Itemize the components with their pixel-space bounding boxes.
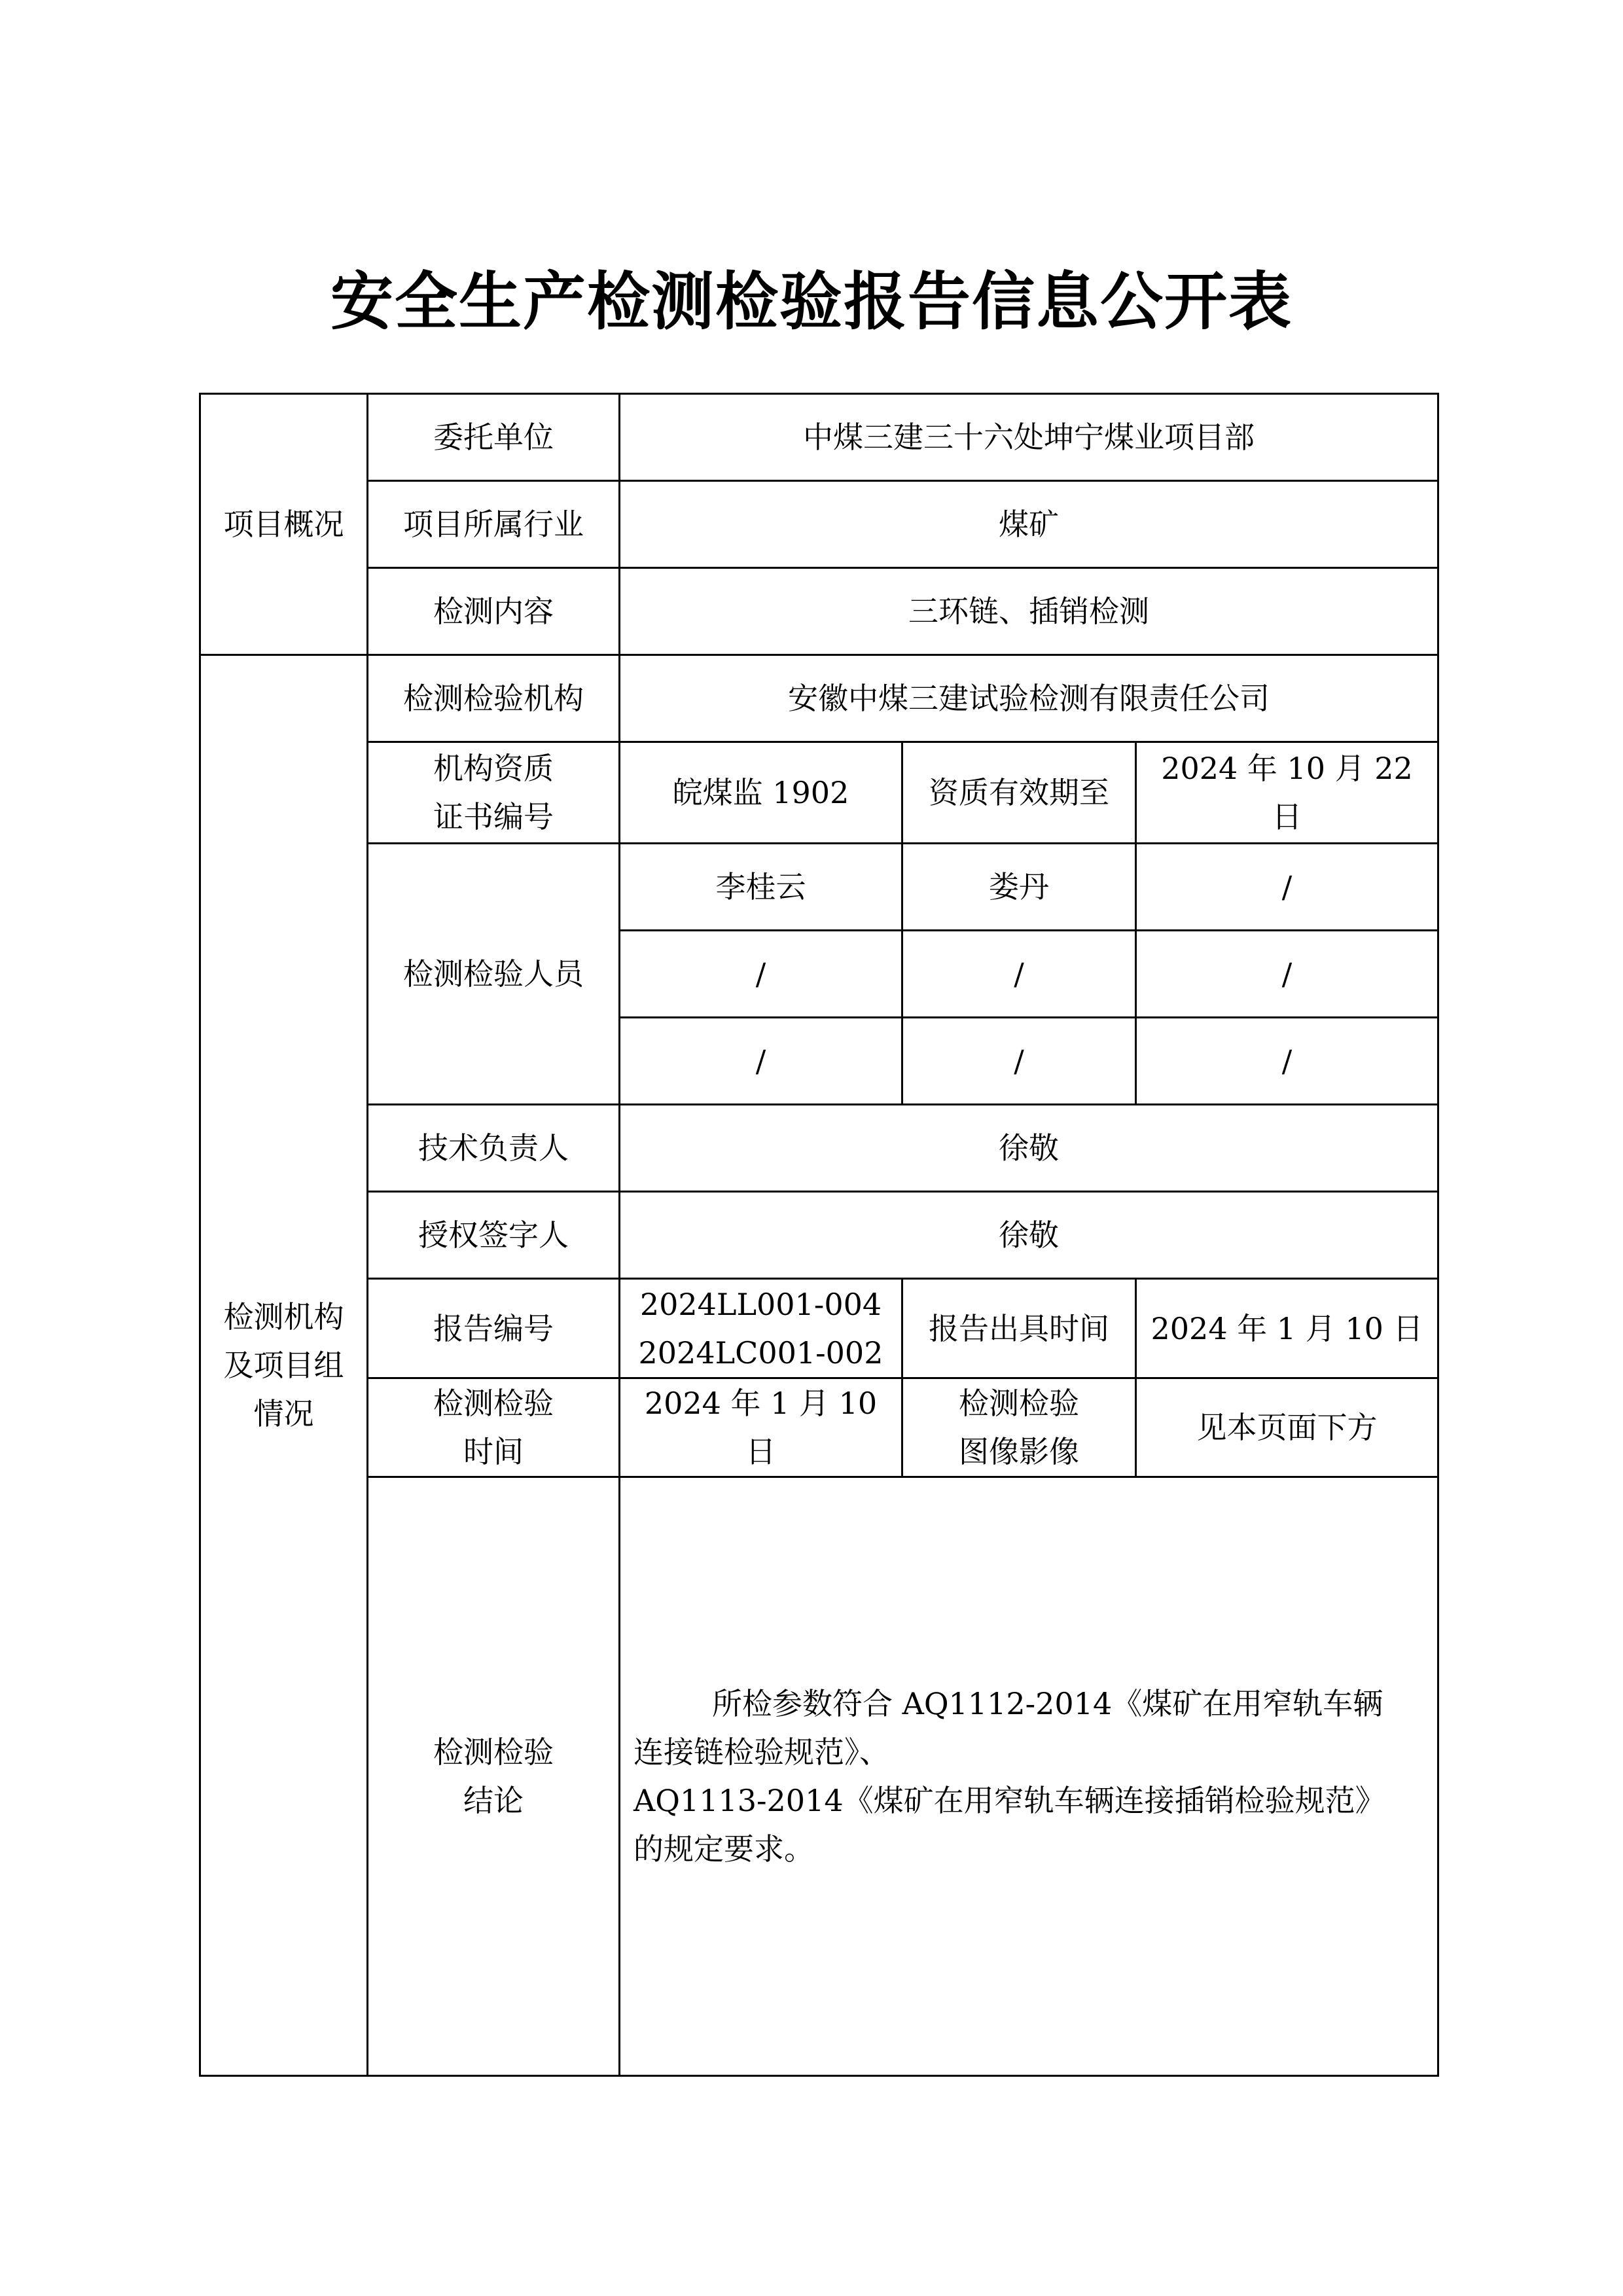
tech-lead-label: 技术负责人: [368, 1105, 620, 1192]
test-time-label-line2: 时间: [463, 1434, 524, 1469]
validity-value: 2024 年 10 月 22 日: [1136, 742, 1438, 844]
signatory-label: 授权签字人: [368, 1192, 620, 1279]
image-label: [902, 1378, 1136, 1477]
conclusion-label: [368, 1477, 620, 2076]
test-time-label-line1: 检测检验: [433, 1386, 554, 1421]
info-table: [199, 393, 1439, 2077]
section-project-label: 项目概况: [200, 394, 368, 655]
page-title: 安全生产检测检验报告信息公开表: [330, 265, 1293, 338]
table-row: [200, 1192, 1438, 1279]
personnel-cell: /: [902, 1018, 1136, 1105]
table-row: [200, 742, 1438, 844]
table-row: [200, 1279, 1438, 1378]
conclusion-label-line2: 结论: [463, 1783, 524, 1818]
industry-value: 煤矿: [620, 481, 1438, 568]
conclusion-text: [620, 1477, 1438, 2076]
client-value: 中煤三建三十六处坤宁煤业项目部: [620, 394, 1438, 481]
image-value: 见本页面下方: [1136, 1378, 1438, 1477]
content-value: 三环链、插销检测: [620, 568, 1438, 655]
table-row: [200, 655, 1438, 742]
personnel-cell: /: [620, 931, 902, 1018]
personnel-cell: /: [902, 931, 1136, 1018]
report-no-line2: 2024LC001-002: [638, 1335, 883, 1371]
tech-lead-value: 徐敬: [620, 1105, 1438, 1192]
personnel-cell: 娄丹: [902, 844, 1136, 931]
cert-label-line1: 机构资质: [433, 751, 554, 786]
conclusion-label-line1: 检测检验: [433, 1734, 554, 1770]
table-row: [200, 1378, 1438, 1477]
signatory-value: 徐敬: [620, 1192, 1438, 1279]
conclusion-line2: AQ1113-2014《煤矿在用窄轨车辆连接插销检验规范》的规定要求。: [633, 1783, 1385, 1867]
table-row: [200, 1477, 1438, 2076]
validity-label: 资质有效期至: [902, 742, 1136, 844]
cert-value: 皖煤监 1902: [620, 742, 902, 844]
table-row: [200, 1105, 1438, 1192]
institution-label: 检测检验机构: [368, 655, 620, 742]
section-org-label-line1: 检测机构: [223, 1299, 344, 1335]
personnel-cell: /: [1136, 931, 1438, 1018]
table-row: [200, 481, 1438, 568]
test-time-value: 2024 年 1 月 10 日: [620, 1378, 902, 1477]
image-label-line1: 检测检验: [959, 1386, 1079, 1421]
conclusion-line1: [633, 1679, 1411, 1776]
test-time-label: [368, 1378, 620, 1477]
section-org-label-line2: 及项目组: [223, 1348, 344, 1383]
report-no-value: [620, 1279, 902, 1378]
cert-label: [368, 742, 620, 844]
section-org-label-line3: 情况: [253, 1396, 314, 1431]
section-org-label: [200, 655, 368, 2076]
client-label: 委托单位: [368, 394, 620, 481]
issue-time-value: 2024 年 1 月 10 日: [1136, 1279, 1438, 1378]
content-label: 检测内容: [368, 568, 620, 655]
personnel-cell: /: [1136, 844, 1438, 931]
table-row: [200, 394, 1438, 481]
table-row: [200, 568, 1438, 655]
table-row: [200, 844, 1438, 931]
personnel-cell: 李桂云: [620, 844, 902, 931]
conclusion-line1-text: 所检参数符合 AQ1112-2014《煤矿在用窄轨车辆连接链检验规范》、: [633, 1686, 1383, 1770]
issue-time-label: 报告出具时间: [902, 1279, 1136, 1378]
cert-label-line2: 证书编号: [433, 799, 554, 834]
institution-value: 安徽中煤三建试验检测有限责任公司: [620, 655, 1438, 742]
image-label-line2: 图像影像: [959, 1434, 1079, 1469]
industry-label: 项目所属行业: [368, 481, 620, 568]
personnel-cell: /: [1136, 1018, 1438, 1105]
report-no-line1: 2024LL001-004: [639, 1286, 882, 1322]
personnel-label: 检测检验人员: [368, 844, 620, 1105]
personnel-cell: /: [620, 1018, 902, 1105]
report-no-label: 报告编号: [368, 1279, 620, 1378]
